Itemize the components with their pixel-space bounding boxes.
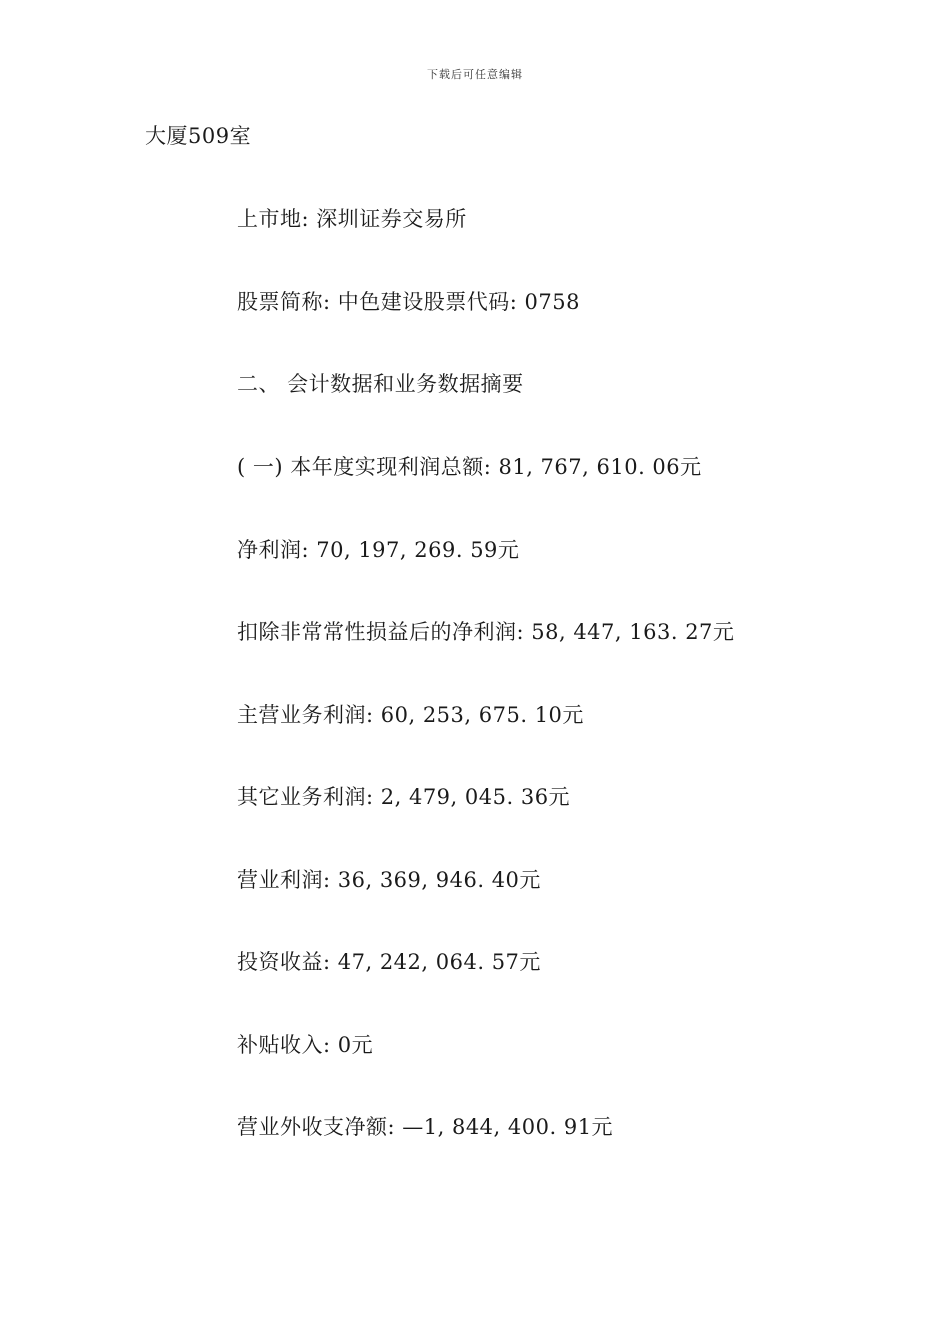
net-profit-line: 净利润: 70, 197, 269. 59元 [237,538,520,562]
total-profit-line: ( 一) 本年度实现利润总额: 81, 767, 610. 06元 [237,455,702,479]
page-header-note: 下载后可任意编辑 [427,68,523,81]
listing-exchange: 上市地: 深圳证券交易所 [237,207,467,231]
stock-name-code: 股票简称: 中色建设股票代码: 0758 [237,290,580,314]
address-continuation: 大厦509室 [145,124,252,148]
subsidy-income-line: 补贴收入: 0元 [237,1033,374,1057]
main-business-profit-line: 主营业务利润: 60, 253, 675. 10元 [237,703,584,727]
other-business-profit-line: 其它业务利润: 2, 479, 045. 36元 [237,785,571,809]
investment-income-line: 投资收益: 47, 242, 064. 57元 [237,950,541,974]
operating-profit-line: 营业利润: 36, 369, 946. 40元 [237,868,541,892]
adjusted-net-profit-line: 扣除非常常性损益后的净利润: 58, 447, 163. 27元 [237,620,735,644]
non-operating-net-line: 营业外收支净额: —1, 844, 400. 91元 [237,1115,614,1139]
section-heading: 二、 会计数据和业务数据摘要 [237,372,524,396]
